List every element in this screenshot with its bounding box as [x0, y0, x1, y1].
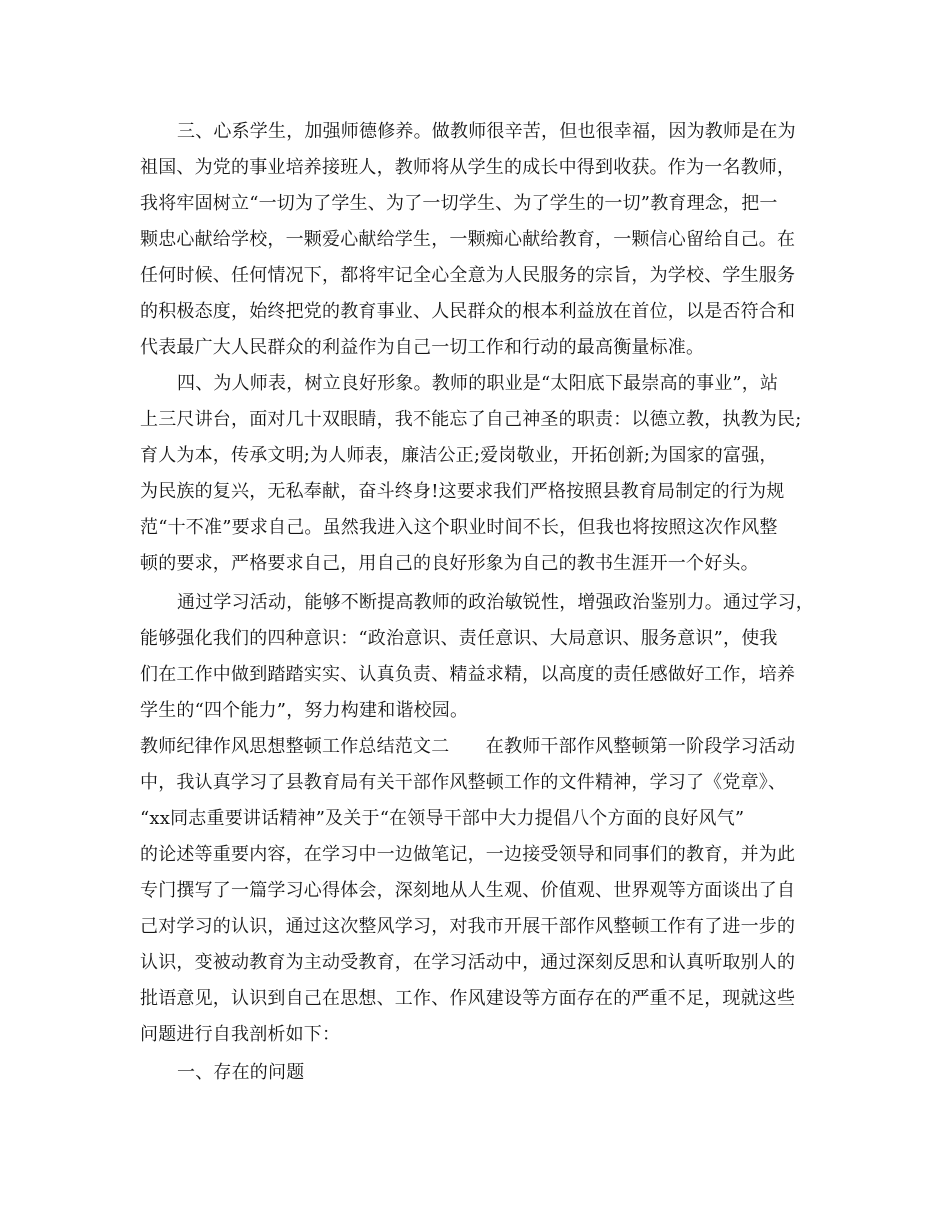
paragraph-line: 我将牢固树立“一切为了学生、为了一切学生、为了学生的一切”教育理念，把一	[140, 193, 778, 214]
paragraph-line: 育人为本，传承文明;为人师表，廉洁公正;爱岗敬业，开拓创新;为国家的富强，	[140, 445, 778, 466]
paragraph-line: 的积极态度，始终把党的教育事业、人民群众的根本利益放在首位，以是否符合和	[140, 301, 796, 322]
paragraph-line: 己对学习的认识，通过这次整风学习，对我市开展干部作风整顿工作有了进一步的	[140, 916, 796, 937]
section-title-line: 教师纪律作风思想整顿工作总结范文二 在教师干部作风整顿第一阶段学习活动	[140, 736, 796, 757]
paragraph-line: 四、为人师表，树立良好形象。教师的职业是“太阳底下最崇高的事业”，站	[177, 373, 779, 394]
paragraph-line: 上三尺讲台，面对几十双眼睛，我不能忘了自己神圣的职责：以德立教，执教为民;	[140, 409, 802, 430]
paragraph-line: 们在工作中做到踏踏实实、认真负责、精益求精，以高度的责任感做好工作，培养	[140, 664, 796, 685]
paragraph-line: 祖国、为党的事业培养接班人，教师将从学生的成长中得到收获。作为一名教师，	[140, 157, 796, 178]
paragraph-line: 三、心系学生，加强师德修养。做教师很辛苦，但也很幸福，因为教师是在为	[177, 121, 796, 142]
paragraph-line: 学生的“四个能力”，努力构建和谐校园。	[140, 700, 469, 721]
subheading-line: 一、存在的问题	[177, 1062, 305, 1083]
paragraph-line: 能够强化我们的四种意识：“政治意识、责任意识、大局意识、服务意识”，使我	[140, 628, 778, 649]
paragraph-line: 中，我认真学习了县教育局有关干部作风整顿工作的文件精神，学习了《党章》、	[140, 772, 787, 793]
paragraph-line: 代表最广大人民群众的利益作为自己一切工作和行动的最高衡量标准。	[140, 337, 705, 358]
paragraph-line: 颗忠心献给学校，一颗爱心献给学生，一颗痴心献给教育，一颗信心留给自己。在	[140, 229, 796, 250]
paragraph-line: 专门撰写了一篇学习心得体会，深刻地从人生观、价值观、世界观等方面谈出了自	[140, 880, 796, 901]
paragraph-line: 任何时候、任何情况下，都将牢记全心全意为人民服务的宗旨，为学校、学生服务	[140, 265, 796, 286]
paragraph-line: 顿的要求，严格要求自己，用自己的良好形象为自己的教书生涯开一个好头。	[140, 553, 759, 574]
paragraph-line: 范“十不准”要求自己。虽然我进入这个职业时间不长，但我也将按照这次作风整	[140, 517, 778, 538]
paragraph-line: 为民族的复兴，无私奉献，奋斗终身!这要求我们严格按照县教育局制定的行为规	[140, 481, 785, 502]
paragraph-line: 通过学习活动，能够不断提高教师的政治敏锐性，增强政治鉴别力。通过学习，	[177, 592, 814, 613]
paragraph-line: 认识，变被动教育为主动受教育，在学习活动中，通过深刻反思和认真听取别人的	[140, 952, 796, 973]
paragraph-line: “xx同志重要讲话精神”及关于“在领导干部中大力提倡八个方面的良好风气”	[140, 808, 745, 829]
paragraph-line: 问题进行自我剖析如下：	[140, 1024, 341, 1045]
paragraph-line: 批语意见，认识到自己在思想、工作、作风建设等方面存在的严重不足，现就这些	[140, 988, 796, 1009]
paragraph-line: 的论述等重要内容，在学习中一边做笔记，一边接受领导和同事们的教育，并为此	[140, 844, 796, 865]
